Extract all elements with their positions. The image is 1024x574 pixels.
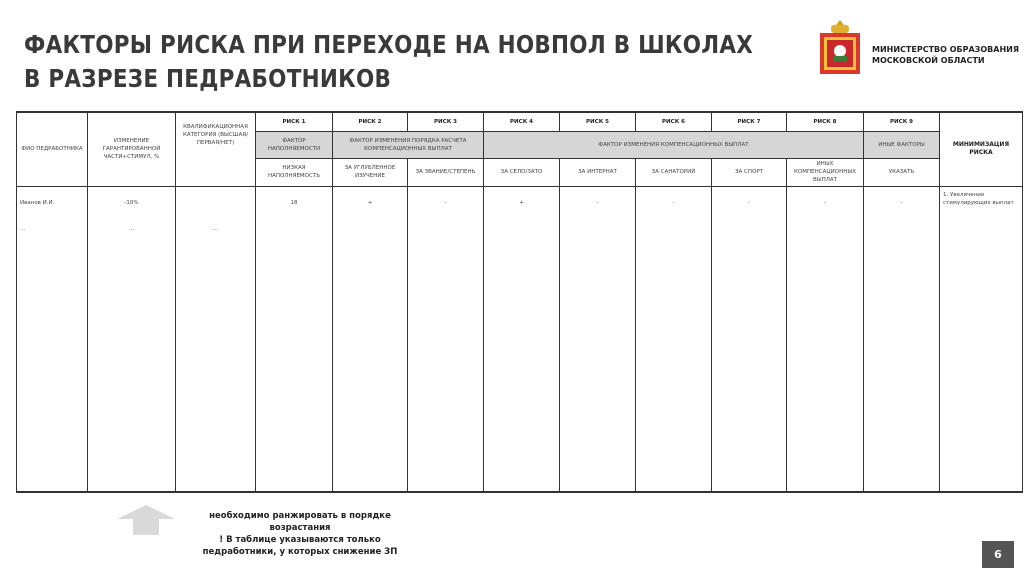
risk-cell: - xyxy=(712,186,787,492)
arrow-up-icon xyxy=(117,505,175,535)
header-qualification: КВАЛИФИКАЦИОННАЯ КАТЕГОРИЯ (ВЫСШАЯ/ПЕРВАЯ/НЕТ) xyxy=(176,112,256,186)
header-risk: РИСК 4 xyxy=(484,112,560,131)
fio-cell: Иванов И.И. xyxy=(20,199,55,206)
sub-header: ЗА СЕЛО/ЗАТО xyxy=(484,158,560,186)
header-risk: РИСК 9 xyxy=(864,112,940,131)
sub-header: ЗА СПОРТ xyxy=(712,158,787,186)
header-risk: РИСК 7 xyxy=(712,112,787,131)
title-line-1: ФАКТОРЫ РИСКА ПРИ ПЕРЕХОДЕ НА НОВПОЛ В ШКОЛАХ xyxy=(24,30,754,59)
factor-calc-order: ФАКТОР ИЗМЕНЕНИЯ ПОРЯДКА РАСЧЕТА КОМПЕНСАЦИОННЫХ ВЫПЛАТ xyxy=(333,131,484,158)
risk-cell: - xyxy=(560,186,636,492)
sub-header: ЗА ЗВАНИЕ/СТЕПЕНЬ xyxy=(408,158,484,186)
org-line-2: МОСКОВСКОЙ ОБЛАСТИ xyxy=(872,56,985,65)
factor-other: ИНЫЕ ФАКТОРЫ xyxy=(864,131,940,158)
qual-cell: … xyxy=(212,225,219,232)
minimization-cell: 1. Увеличение стимулирующих выплат xyxy=(940,186,1023,492)
fio-cell: … xyxy=(20,225,26,232)
header-risk: РИСК 8 xyxy=(787,112,864,131)
sub-header: ЗА ИНТЕРНАТ xyxy=(560,158,636,186)
sub-header: УКАЗАТЬ xyxy=(864,158,940,186)
change-cell: -10% xyxy=(124,199,139,206)
header-minimization: МИНИМИЗАЦИЯ РИСКА xyxy=(940,112,1023,186)
risk-cell: - xyxy=(636,186,712,492)
header-risk: РИСК 1 xyxy=(256,112,333,131)
qual-cell xyxy=(215,200,217,206)
note-line-1: необходимо ранжировать в порядке возрастания xyxy=(209,511,391,533)
table-row xyxy=(17,186,1023,492)
sub-header: ИНЫХ КОМПЕНСАЦИОННЫХ ВЫПЛАТ xyxy=(787,158,864,186)
header-risk: РИСК 5 xyxy=(560,112,636,131)
factor-comp-change: ФАКТОР ИЗМЕНЕНИЯ КОМПЕНСАЦИОННЫХ ВЫПЛАТ xyxy=(484,131,864,158)
header-risk: РИСК 2 xyxy=(333,112,408,131)
org-line-1: МИНИСТЕРСТВО ОБРАЗОВАНИЯ xyxy=(872,45,1019,54)
sub-header: ЗА САНАТОРИЙ xyxy=(636,158,712,186)
risk-table xyxy=(16,111,1023,493)
note-text xyxy=(185,510,415,558)
coat-of-arms-logo xyxy=(818,18,862,76)
page-number: 6 xyxy=(982,541,1014,568)
risk-cell: - xyxy=(864,186,940,492)
risk-cell: 18 xyxy=(256,186,333,492)
risk-cell: - xyxy=(408,186,484,492)
sub-header: ЗА УГЛУБЛЕННОЕ ИЗУЧЕНИЕ xyxy=(333,158,408,186)
factor-fill: ФАКТОР НАПОЛНЯЕМОСТИ xyxy=(256,131,333,158)
page-title xyxy=(24,28,798,96)
risk-cell: + xyxy=(484,186,560,492)
header-fio: ФИО ПЕДРАБОТНИКА xyxy=(17,112,88,186)
organization-name xyxy=(872,44,1019,66)
sub-header: НИЗКАЯ НАПОЛНЯЕМОСТЬ xyxy=(256,158,333,186)
change-cell: … xyxy=(128,225,135,232)
header-risk: РИСК 3 xyxy=(408,112,484,131)
header-risk: РИСК 6 xyxy=(636,112,712,131)
risk-cell: - xyxy=(787,186,864,492)
risk-cell: + xyxy=(333,186,408,492)
title-line-2: В РАЗРЕЗЕ ПЕДРАБОТНИКОВ xyxy=(24,64,392,93)
note-line-2: ! В таблице указываются только педработники, у которых снижение ЗП xyxy=(202,535,398,557)
header-change: ИЗМЕНЕНИЕ ГАРАНТИРОВАННОЙ ЧАСТИ+СТИМУЛ, % xyxy=(88,112,176,186)
